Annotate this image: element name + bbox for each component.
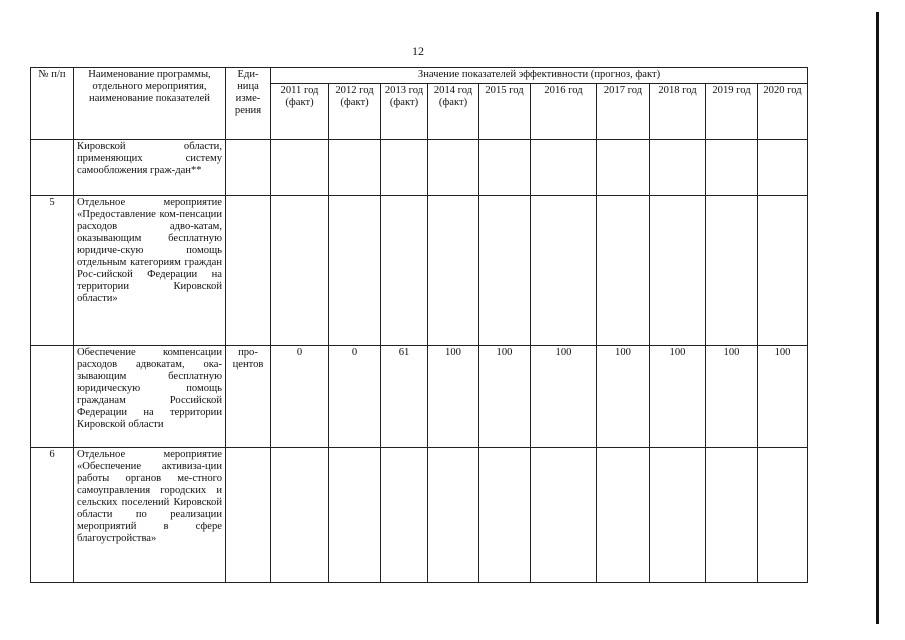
row-value xyxy=(706,140,758,196)
row-name: Обеспечение компенсации расходов адвокатам, ока-зывающим бесплатную юридическую помощь гражданам Российской Федерации на территории Кировской области xyxy=(74,346,226,448)
row-unit xyxy=(226,196,271,346)
row-value xyxy=(428,196,479,346)
row-num: 6 xyxy=(31,448,74,583)
header-year: 2014 год (факт) xyxy=(428,84,479,140)
header-year: 2015 год xyxy=(479,84,531,140)
row-value xyxy=(758,196,808,346)
row-num xyxy=(31,140,74,196)
scan-edge-line xyxy=(876,12,879,624)
row-value xyxy=(428,140,479,196)
row-value xyxy=(597,140,650,196)
header-year: 2012 год (факт) xyxy=(329,84,381,140)
row-value xyxy=(479,196,531,346)
row-value xyxy=(329,196,381,346)
row-name: Кировской области, применяющих систему самообложения граж-дан** xyxy=(74,140,226,196)
row-value: 100 xyxy=(758,346,808,448)
table-row xyxy=(31,196,808,346)
row-value xyxy=(381,140,428,196)
row-unit xyxy=(226,448,271,583)
row-value xyxy=(650,448,706,583)
header-year: 2013 год (факт) xyxy=(381,84,428,140)
row-value xyxy=(758,448,808,583)
row-value: 100 xyxy=(428,346,479,448)
row-value: 100 xyxy=(479,346,531,448)
header-group: Значение показателей эффективности (прогноз, факт) xyxy=(271,68,808,84)
row-value: 100 xyxy=(531,346,597,448)
row-name: Отдельное мероприятие «Обеспечение активиза-ции работы органов ме-стного самоуправления городских и сельских поселений Кировской области по реализации мероприятий в сфере благоустройства» xyxy=(74,448,226,583)
row-value: 100 xyxy=(597,346,650,448)
row-unit xyxy=(226,140,271,196)
row-value: 0 xyxy=(329,346,381,448)
row-value xyxy=(597,196,650,346)
row-value: 100 xyxy=(650,346,706,448)
row-value xyxy=(271,448,329,583)
table-row xyxy=(31,140,808,196)
row-value xyxy=(381,196,428,346)
header-year: 2017 год xyxy=(597,84,650,140)
row-value xyxy=(479,140,531,196)
row-value xyxy=(271,140,329,196)
row-value xyxy=(650,140,706,196)
row-value xyxy=(531,196,597,346)
header-year: 2019 год xyxy=(706,84,758,140)
header-year: 2018 год xyxy=(650,84,706,140)
row-value xyxy=(428,448,479,583)
table-row xyxy=(31,346,808,448)
row-value xyxy=(329,448,381,583)
row-name: Отдельное мероприятие «Предоставление ком-пенсации расходов адво-катам, оказывающим бесплатную юридиче-скую помощь отдельным категориям граждан Рос-сийской Федерации на территории Кировской области» xyxy=(74,196,226,346)
row-value xyxy=(381,448,428,583)
row-value xyxy=(271,196,329,346)
row-value: 61 xyxy=(381,346,428,448)
row-value xyxy=(758,140,808,196)
page-number: 12 xyxy=(412,44,424,58)
header-year: 2016 год xyxy=(531,84,597,140)
row-value xyxy=(706,196,758,346)
row-value xyxy=(479,448,531,583)
header-year: 2020 год xyxy=(758,84,808,140)
row-value xyxy=(329,140,381,196)
row-unit: про-центов xyxy=(226,346,271,448)
row-num: 5 xyxy=(31,196,74,346)
row-value xyxy=(531,448,597,583)
row-value xyxy=(597,448,650,583)
header-unit: Еди-ница изме-рения xyxy=(226,68,271,140)
header-name: Наименование программы, отдельного мероприятия, наименование показателей xyxy=(74,68,226,140)
header-year: 2011 год (факт) xyxy=(271,84,329,140)
header-num: № п/п xyxy=(31,68,74,140)
row-num xyxy=(31,346,74,448)
row-value: 100 xyxy=(706,346,758,448)
row-value: 0 xyxy=(271,346,329,448)
row-value xyxy=(531,140,597,196)
row-value xyxy=(706,448,758,583)
table-row xyxy=(31,448,808,583)
row-value xyxy=(650,196,706,346)
indicators-table xyxy=(30,67,808,583)
